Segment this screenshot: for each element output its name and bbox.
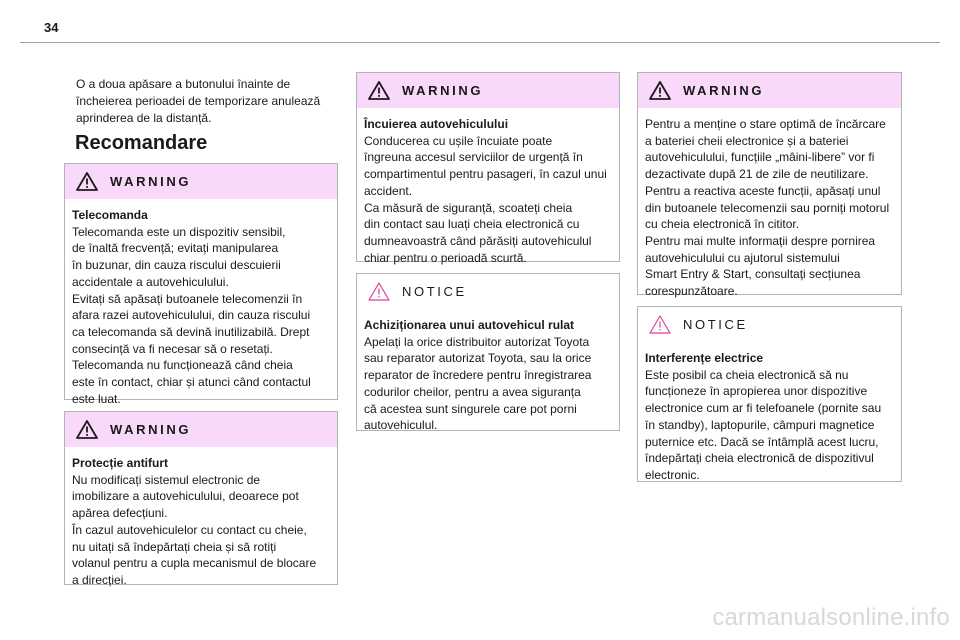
box-body	[65, 447, 337, 595]
box-line: sau reparator autorizat Toyota, sau la orice	[364, 351, 592, 366]
box-line: puternice etc. Dacă se întâmplă acest lucru,	[645, 434, 879, 449]
box-line: Este posibil ca cheia electronică să nu	[645, 367, 849, 382]
warning-box-locking	[356, 72, 620, 265]
box-line: volanul pentru a cupla mecanismul de blocare	[72, 556, 317, 571]
box-line: Ca măsură de siguranță, scoateți cheia	[364, 200, 573, 215]
notice-box-used-vehicle	[356, 273, 620, 431]
box-line: afara razei autovehiculului, din cauza riscului	[72, 308, 311, 323]
box-line: chiar pentru o perioadă scurtă.	[364, 250, 527, 265]
box-line: accident.	[364, 183, 413, 198]
box-header	[638, 307, 901, 342]
box-line: electronice cum ar fi telefoanele (pornite sau	[645, 401, 882, 416]
box-line: consecință va fi necesar să o resetați.	[72, 341, 273, 356]
box-line: codurilor cheilor, pentru a avea siguranța	[364, 384, 581, 399]
warning-icon	[76, 420, 98, 439]
box-line: funcționeze în apropierea unor dispozitive	[645, 384, 868, 399]
box-line: în buzunar, din cauza riscului descuierii	[72, 258, 281, 273]
box-line: În cazul autovehiculelor cu contact cu cheie,	[72, 522, 307, 537]
box-line: Telecomanda nu funcționează când cheia	[72, 358, 293, 373]
box-line: accidentale a autovehiculului.	[72, 274, 229, 289]
warning-icon	[76, 172, 98, 191]
box-line: compartimentul pentru pasageri, în cazul unui	[364, 167, 607, 182]
box-body	[357, 309, 619, 440]
box-line: a bateriei cheii electronice și a bateriei	[645, 133, 849, 148]
notice-icon	[368, 282, 390, 301]
box-label: WARNING	[683, 83, 765, 98]
box-line: că acestea sunt singurele care pot porni	[364, 401, 577, 416]
box-line: este luat.	[72, 391, 121, 406]
box-line: nu uitați să îndepărtați cheia și să rotiți	[72, 539, 277, 554]
box-line: a direcției.	[72, 572, 127, 587]
box-body	[357, 108, 619, 272]
box-body	[638, 342, 901, 490]
box-title: Protecție antifurt	[72, 456, 169, 470]
top-rule	[20, 42, 940, 43]
watermark: carmanualsonline.info	[712, 604, 950, 631]
box-header	[357, 274, 619, 309]
box-body	[65, 199, 337, 413]
box-line: dezactivate după 21 de zile de neutilizare.	[645, 167, 869, 182]
box-line: ca telecomanda să devină inutilizabilă. Drept	[72, 324, 310, 339]
box-header	[65, 164, 337, 199]
notice-icon	[649, 315, 671, 334]
box-header	[65, 412, 337, 447]
box-header	[638, 73, 901, 108]
box-header	[357, 73, 619, 108]
box-line: Apelați la orice distribuitor autorizat Toyota	[364, 334, 590, 349]
box-line: imobilizare a autovehiculului, deoarece pot	[72, 489, 299, 504]
box-line: apărea defecțiuni.	[72, 506, 168, 521]
box-title: Încuierea autovehiculului	[364, 117, 509, 131]
box-title: Interferențe electrice	[645, 351, 764, 365]
box-title: Telecomanda	[72, 208, 148, 222]
notice-box-interference	[637, 306, 902, 482]
box-line: de înaltă frecvență; evitați manipularea	[72, 241, 279, 256]
warning-box-battery	[637, 72, 902, 299]
box-line: autovehiculului cu ajutorul sistemului	[645, 250, 840, 265]
box-label: NOTICE	[402, 284, 467, 299]
box-line: Conducerea cu ușile încuiate poate	[364, 133, 553, 148]
section-heading: Recomandare	[75, 132, 208, 154]
warning-box-antitheft	[64, 411, 338, 585]
box-line: Pentru mai multe informații despre pornirea	[645, 233, 876, 248]
intro-line: încheierea perioadei de temporizare anulează	[76, 94, 321, 108]
intro-paragraph	[76, 76, 338, 127]
box-line: Nu modificați sistemul electronic de	[72, 472, 261, 487]
box-line: autovehiculul.	[364, 418, 438, 433]
box-line: Pentru a menține o stare optimă de încărcare	[645, 117, 886, 131]
box-line: reparator de încredere pentru înregistrarea	[364, 368, 592, 383]
box-line: este în contact, chiar și atunci când contactul	[72, 375, 311, 390]
box-label: WARNING	[110, 174, 192, 189]
box-label: WARNING	[402, 83, 484, 98]
box-label: NOTICE	[683, 317, 748, 332]
intro-line: aprinderea de la distanță.	[76, 111, 212, 125]
box-line: corespunzătoare.	[645, 284, 738, 299]
box-body	[638, 108, 901, 306]
box-label: WARNING	[110, 422, 192, 437]
page-number: 34	[44, 20, 59, 35]
box-line: din contact sau luați cheia electronică cu	[364, 217, 580, 232]
warning-box-remote	[64, 163, 338, 406]
box-line: autovehiculului, funcțiile „mâini-libere” vor fi	[645, 150, 875, 165]
warning-icon	[649, 81, 671, 100]
box-line: Smart Entry & Start, consultați secțiunea	[645, 267, 861, 282]
box-line: din butoanele telecomenzii sau porniți motorul	[645, 200, 890, 215]
box-line: îndepărtați cheia electronică de dispozitivul	[645, 451, 874, 466]
box-line: în standby), laptopurile, câmpuri magnetice	[645, 417, 875, 432]
box-line: Evitați să apăsați butoanele telecomenzii în	[72, 291, 303, 306]
box-line: Pentru a reactiva aceste funcții, apăsați unul	[645, 183, 881, 198]
box-line: cu cheia electronică în cititor.	[645, 217, 800, 232]
box-line: electronic.	[645, 467, 700, 482]
box-title: Achiziționarea unui autovehicul rulat	[364, 318, 575, 332]
warning-icon	[368, 81, 390, 100]
box-line: Telecomanda este un dispozitiv sensibil,	[72, 224, 286, 239]
intro-line: O a doua apăsare a butonului înainte de	[76, 77, 291, 91]
box-line: dumneavoastră când părăsiți autovehiculul	[364, 233, 592, 248]
box-line: îngreuna accesul serviciilor de urgență în	[364, 150, 583, 165]
